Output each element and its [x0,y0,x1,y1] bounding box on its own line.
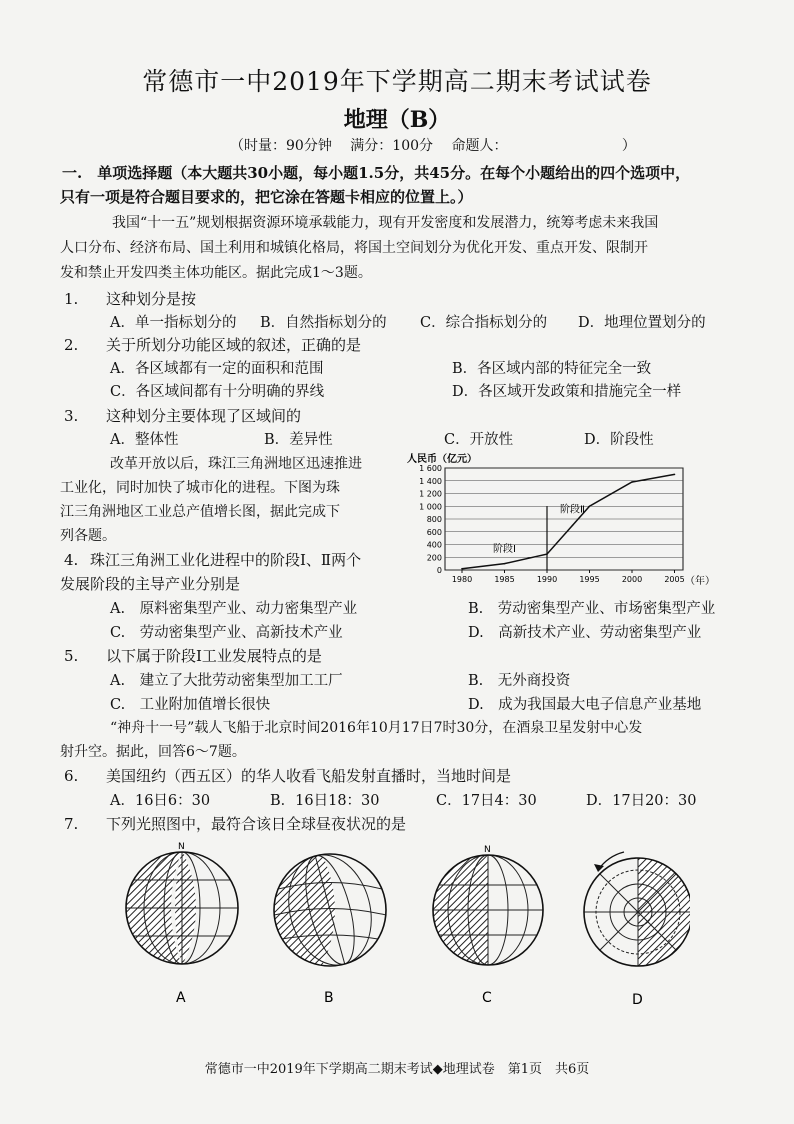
exam-meta [230,135,650,155]
industrial-output-chart [405,450,715,590]
chart-y-tick-label: 1 200 [419,489,442,499]
globe-c [430,845,546,966]
chart-y-tick-label: 0 [436,566,442,575]
question-3-number: 3. [64,407,79,425]
globe-a-label: A [176,990,186,1006]
q4-option-c: C. 劳动密集型产业、高新技术产业 [110,625,343,641]
chart-point [589,505,591,507]
question-4-stem-line2: 发展阶段的主导产业分别是 [60,575,241,593]
passage2-line1: 改革开放以后，珠江三角洲地区迅速推进 [110,456,362,472]
exam-meta-close: ） [621,138,636,154]
chart-y-tick-label: 1 600 [419,464,442,473]
q5-option-c: C. 工业附加值增长很快 [110,697,271,713]
q4-option-a: A. 原料密集型产业、动力密集型产业 [110,601,358,617]
q3-option-d: D．阶段性 [584,432,654,448]
chart-annotation-stage-2: 阶段Ⅱ [560,504,585,516]
q4-option-d: D. 高新技术产业、劳动密集型产业 [468,625,702,641]
passage2-line4: 列各题。 [60,528,116,544]
question-6-number: 6. [64,767,79,785]
chart-y-tick-label: 1 400 [419,476,442,486]
question-2 [64,334,361,355]
question-1-stem: 这种划分是按 [106,290,197,308]
question-4-stem-line1: 珠江三角洲工业化进程中的阶段Ⅰ、Ⅱ两个 [90,551,362,569]
chart-x-tick-label: 2000 [621,575,643,584]
chart-y-tick-label: 800 [426,515,442,524]
q1-option-c: C．综合指标划分的 [420,315,548,331]
q3-option-c: C．开放性 [444,432,514,448]
passage1-line1: 我国“十一五”规划根据资源环境承载能力，现有开发密度和发展潜力，统筹考虑未来我国 [112,215,659,231]
question-1 [64,288,196,309]
q5-option-a: A. 建立了大批劳动密集型加工工厂 [110,673,343,689]
passage3-line2: 射升空。据此，回答6～7题。 [60,744,246,760]
q4-option-b: B. 劳动密集型产业、市场密集型产业 [468,601,716,617]
passage2-line3: 江三角洲地区工业总产值增长图，据此完成下 [60,504,340,520]
passage3-line1: “神舟十一号”载人飞船于北京时间2016年10月17日7时30分，在酒泉卫星发射中心发 [110,720,643,736]
q3-option-a: A．整体性 [110,432,179,448]
q1-option-a: A．单一指标划分的 [110,315,237,331]
chart-xlabel: （年） [685,576,715,587]
q5-option-b: B. 无外商投资 [468,673,571,689]
globe-a [120,842,244,966]
chart-x-tick-label: 2005 [664,575,685,584]
q3-option-b: B．差异性 [264,432,333,448]
exam-author: 命题人： [451,138,508,154]
q6-option-b: B．16日18：30 [270,793,380,809]
q1-option-d: D．地理位置划分的 [578,315,706,331]
chart-x-tick-label: 1995 [579,575,600,584]
chart-y-tick-label: 400 [426,540,442,550]
exam-score: 满分：100分 [350,138,434,154]
question-7 [64,813,406,834]
globe-c-label: C [482,990,492,1006]
globe-d-label: D [632,992,643,1008]
q2-option-a: A．各区域都有一定的面积和范围 [110,361,324,377]
passage1-line3: 发和禁止开发四类主体功能区。据此完成1～3题。 [60,265,372,281]
question-1-number: 1. [64,290,79,308]
passage2-line2: 工业化，同时加快了城市化的进程。下图为珠 [60,480,340,496]
chart-x-tick-label: 1985 [494,575,515,584]
question-2-number: 2. [64,336,79,354]
page-footer: 常德市一中2019年下学期高二期末考试◆地理试卷 第1页 共6页 [204,1062,590,1077]
chart-y-tick-label: 600 [426,527,442,537]
question-3-stem: 这种划分主要体现了区域间的 [106,407,302,425]
question-2-stem: 关于所划分功能区域的叙述，正确的是 [106,336,362,354]
question-3 [64,405,301,426]
globe-c-north-label: N [484,845,491,855]
chart-y-tick-label: 1 000 [419,502,442,512]
globe-d [584,852,690,966]
chart-point [674,474,676,476]
globe-b-label: B [324,990,334,1006]
exam-title: 常德市一中2019年下学期高二期末考试试卷 [142,67,652,96]
chart-point [461,568,463,570]
chart-point [572,525,574,527]
question-5 [64,645,322,666]
question-5-stem: 以下属于阶段Ⅰ工业发展特点的是 [106,647,322,665]
exam-time: （时量：90分钟 [230,138,332,154]
chart-x-tick-label: 1990 [536,575,558,584]
question-7-stem: 下列光照图中，最符合该日全球昼夜状况的是 [106,815,407,833]
q2-option-c: C．各区域间都有十分明确的界线 [110,384,325,400]
illumination-globes [120,840,690,1020]
q6-option-c: C．17日4：30 [436,793,537,809]
globe-a-north-label: N [178,842,185,852]
chart-annotation-stage-1: 阶段Ⅰ [493,544,516,556]
chart-point [504,563,506,565]
chart-ylabel: 人民币（亿元） [407,454,477,465]
globe-b [270,846,386,975]
question-4-number: 4. [64,551,79,569]
q5-option-d: D. 成为我国最大电子信息产业基地 [468,697,702,713]
q6-option-d: D．17日20：30 [586,793,697,809]
passage1-line2: 人口分布、经济布局、国土利用和城镇化格局，将国土空间划分为优化开发、重点开发、限制开 [60,240,648,256]
q2-option-b: B．各区域内部的特征完全一致 [452,361,652,377]
section-heading-line2: 只有一项是符合题目要求的，把它涂在答题卡相应的位置上。） [60,188,473,206]
question-7-number: 7. [64,815,79,833]
section-heading: 一. 单项选择题（本大题共30小题，每小题1.5分，共45分。在每个小题给出的四个选项中， [62,164,691,182]
exam-subtitle: 地理（B） [343,107,451,133]
q6-option-a: A．16日6：30 [110,793,211,809]
chart-y-tick-label: 200 [426,553,442,563]
chart-x-tick-label: 1980 [451,575,473,584]
question-6 [64,765,511,786]
question-4 [64,549,361,570]
q1-option-b: B．自然指标划分的 [260,315,387,331]
chart-point [631,481,633,483]
q2-option-d: D．各区域开发政策和措施完全一样 [452,384,682,400]
question-6-stem: 美国纽约（西五区）的华人收看飞船发射直播时，当地时间是 [106,767,512,785]
question-5-number: 5. [64,647,79,665]
